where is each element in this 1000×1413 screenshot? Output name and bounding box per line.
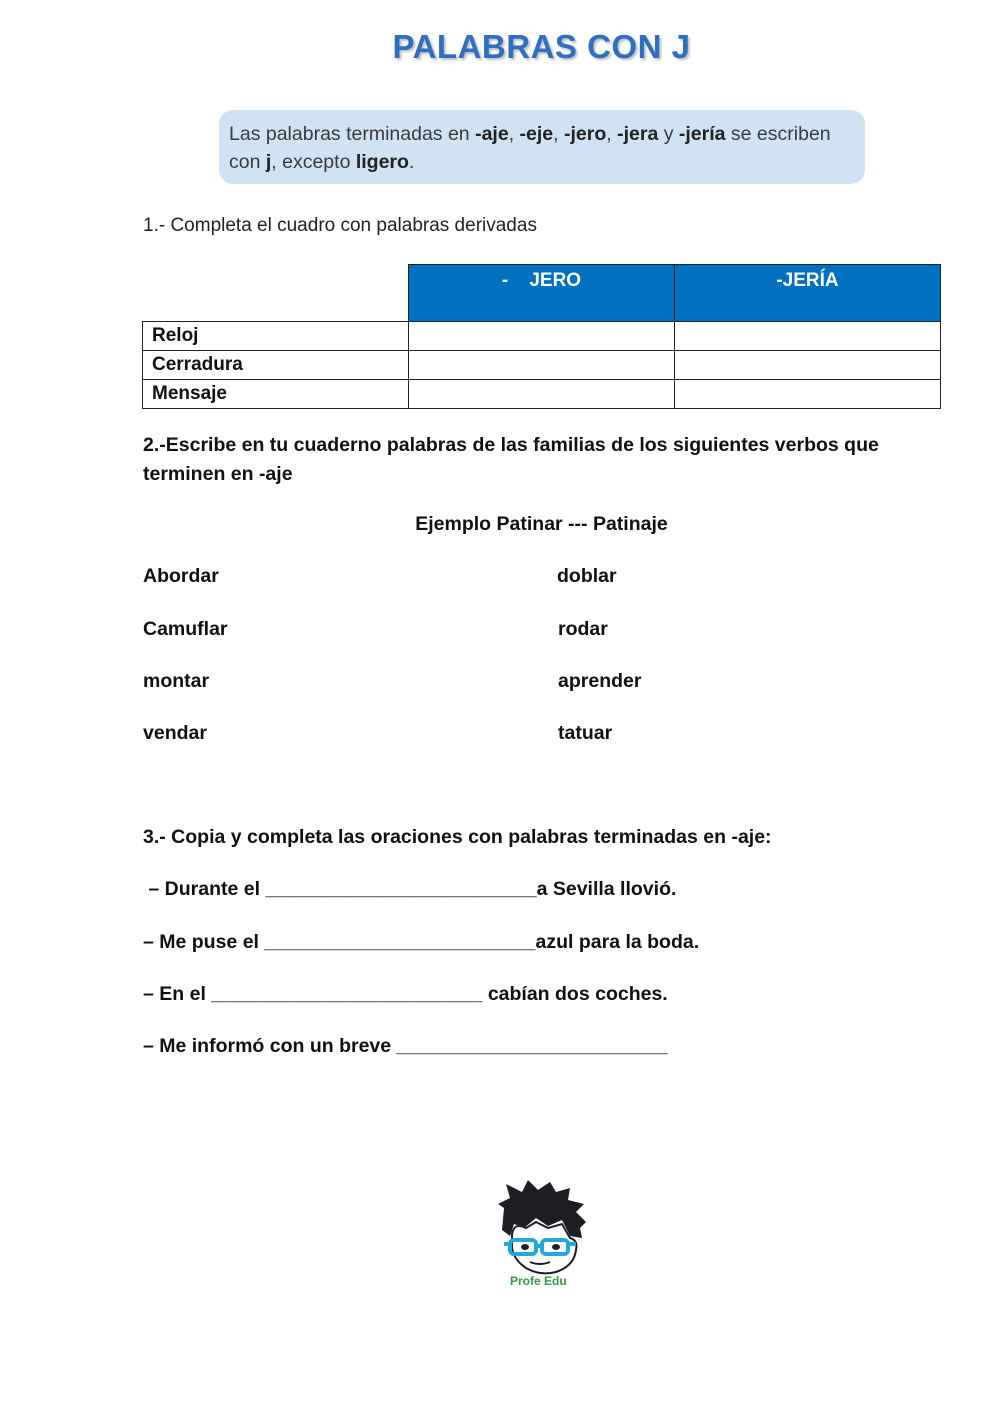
verb-item: Camuflar	[143, 618, 228, 640]
rule-suffix: -jera	[617, 123, 659, 145]
verb-item: rodar	[558, 618, 608, 640]
rule-text: , excepto	[271, 151, 356, 173]
rule-text: ,	[508, 123, 520, 145]
sentence-item: – Me informó con un breve _________________________	[143, 1035, 668, 1057]
verb-item: doblar	[557, 565, 617, 587]
table-corner	[143, 265, 409, 322]
verb-item: tatuar	[558, 722, 613, 744]
verb-item: vendar	[143, 722, 207, 744]
answer-cell[interactable]	[675, 380, 941, 409]
logo-text: Profe Edu	[510, 1274, 567, 1288]
profe-edu-logo	[496, 1178, 592, 1290]
rule-text: .	[408, 151, 415, 173]
exercise3-instruction: 3.- Copia y completa las oraciones con palabras terminadas en -aje:	[143, 826, 772, 848]
derivatives-table	[142, 264, 941, 409]
row-label: Mensaje	[143, 380, 409, 409]
rule-suffix: -eje	[519, 123, 554, 145]
answer-cell[interactable]	[409, 380, 675, 409]
rule-text: ,	[606, 123, 618, 145]
rule-suffix: -jero	[563, 123, 607, 145]
row-label: Cerradura	[143, 351, 409, 380]
rule-text: ,	[553, 123, 564, 145]
table-row	[143, 351, 941, 380]
rule-text: se escriben	[725, 123, 831, 145]
table-row	[143, 380, 941, 409]
page-title: PALABRAS CON J	[392, 28, 691, 65]
column-header-jeria: -JERÍA	[675, 265, 941, 322]
table-row	[143, 322, 941, 351]
rule-exception: ligero	[355, 151, 409, 173]
rule-letter: j	[265, 151, 272, 173]
verb-item: Abordar	[143, 565, 219, 587]
sentence-item: – Durante el _________________________a Sevilla llovió.	[143, 878, 677, 900]
answer-cell[interactable]	[409, 322, 675, 351]
rule-text: Las palabras terminadas en	[229, 123, 476, 145]
sentence-item: – En el _________________________ cabían dos coches.	[143, 983, 668, 1005]
verb-item: montar	[143, 670, 210, 692]
exercise2-instruction: 2.-Escribe en tu cuaderno palabras de las familias de los siguientes verbos que terminen en -aje	[143, 434, 879, 485]
rule-box	[219, 110, 865, 184]
rule-text: con	[229, 151, 266, 173]
sentence-item: – Me puse el _________________________azul para la boda.	[143, 931, 700, 953]
rule-suffix: -aje	[475, 123, 509, 145]
answer-cell[interactable]	[409, 351, 675, 380]
exercise1-instruction: 1.- Completa el cuadro con palabras derivadas	[143, 215, 537, 236]
answer-cell[interactable]	[675, 351, 941, 380]
rule-text: y	[658, 123, 679, 145]
column-header-jero: - JERO	[409, 265, 675, 322]
row-label: Reloj	[143, 322, 409, 351]
verb-item: aprender	[558, 670, 642, 692]
exercise2-example: Ejemplo Patinar --- Patinaje	[415, 513, 668, 535]
rule-suffix: -jería	[678, 123, 726, 145]
answer-cell[interactable]	[675, 322, 941, 351]
